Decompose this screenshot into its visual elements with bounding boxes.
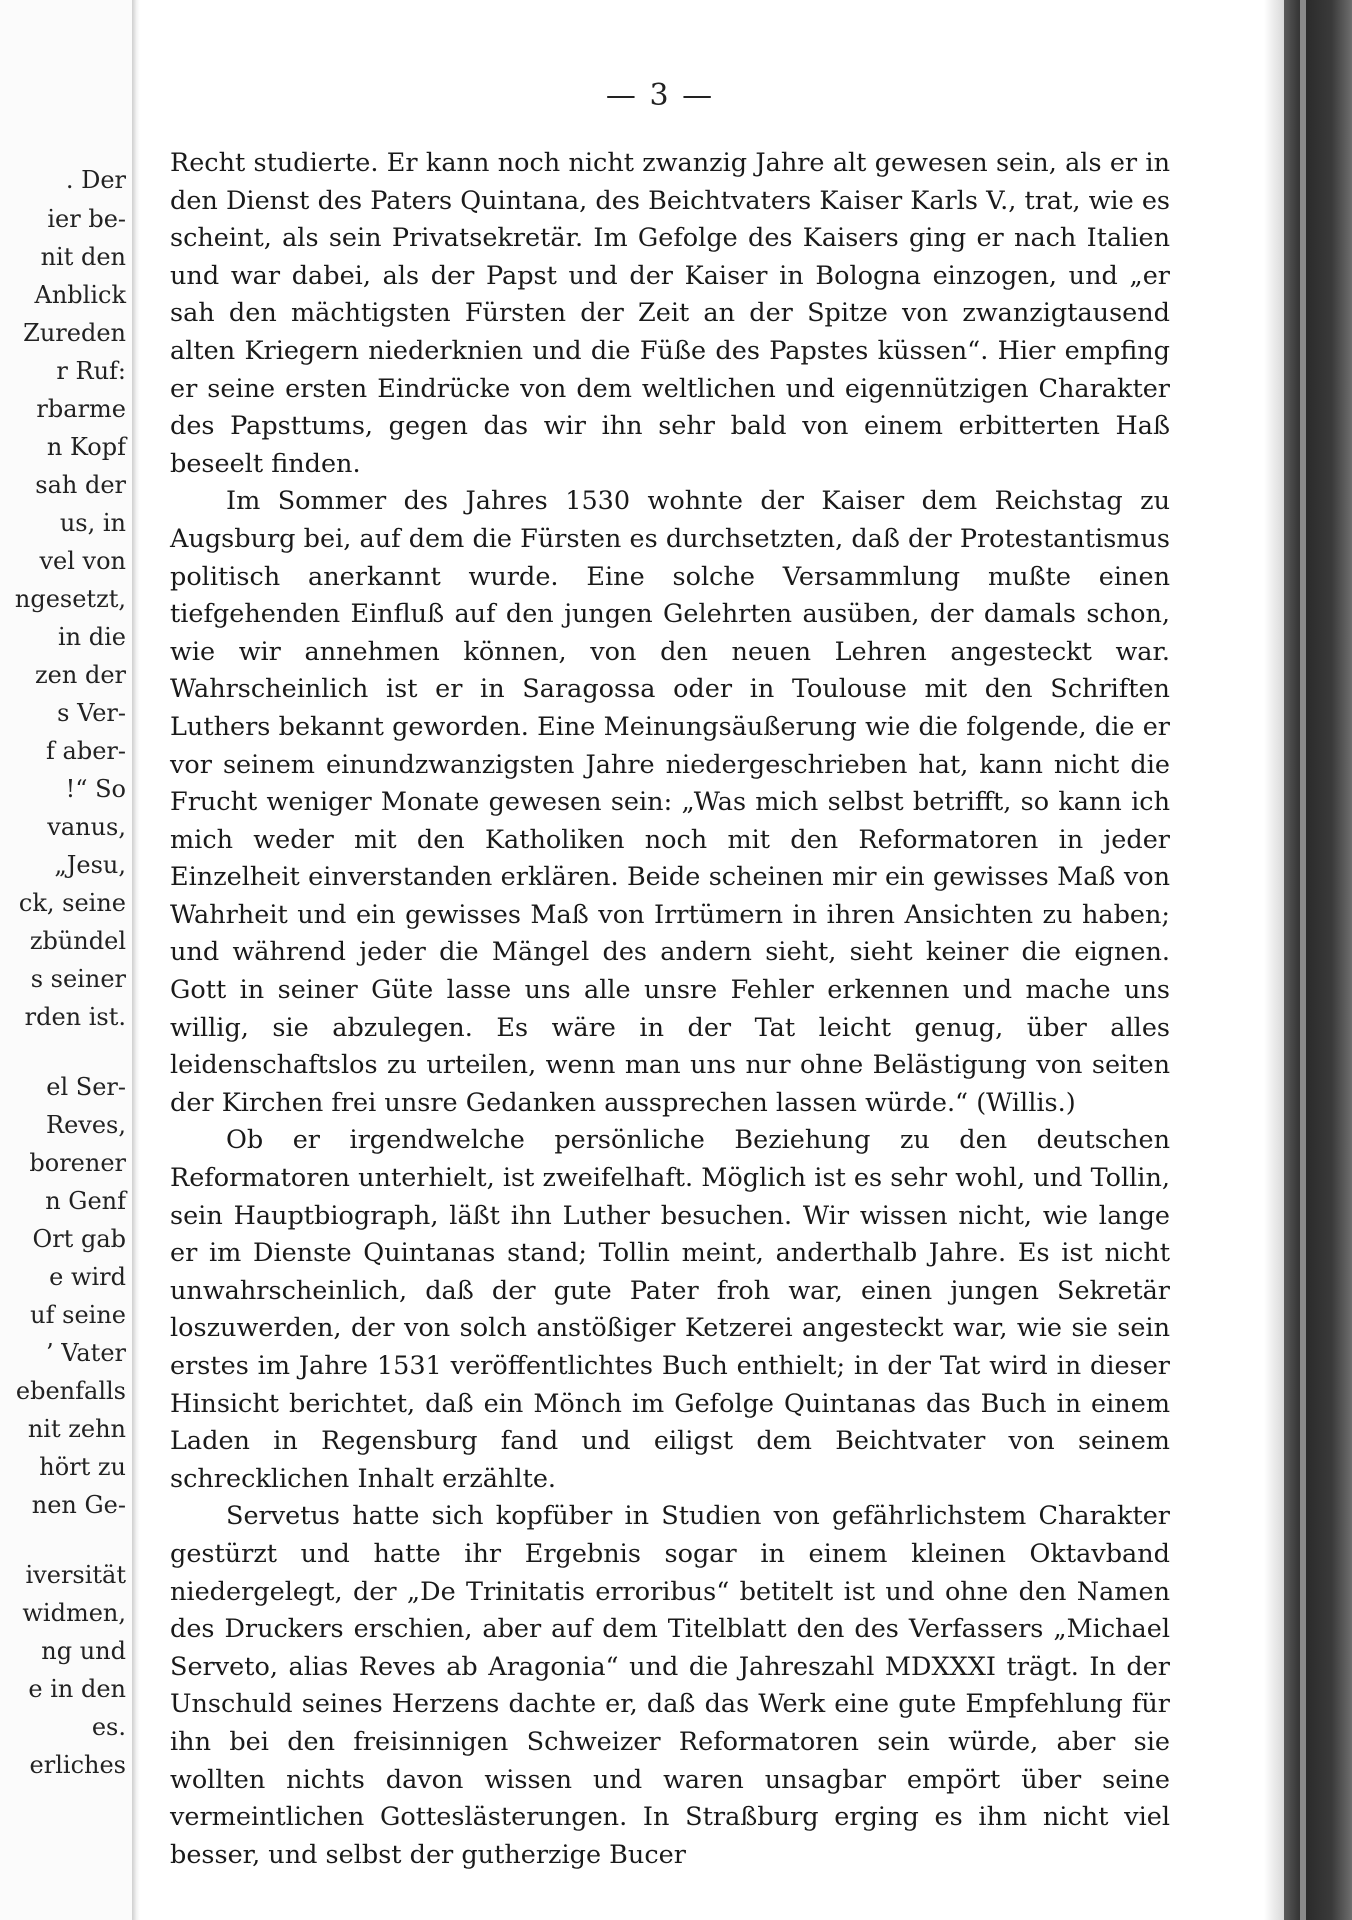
facing-page-fragment: hört zu	[39, 1453, 126, 1481]
facing-page-fragment: vel von	[39, 547, 126, 575]
body-text	[170, 145, 1170, 1874]
facing-page-fragment: ier be-	[47, 205, 126, 233]
facing-page-fragment: „Jesu,	[54, 851, 126, 879]
facing-page-fragment: erliches	[29, 1751, 126, 1779]
paragraph: Recht studierte. Er kann noch nicht zwanzig Jahre alt gewesen sein, als er in den Dienst des Paters Quintana, des Beichtvaters Kaiser Karls V., trat, wie es scheint, als sein Privatsekretär. Im Gefolge des Kaisers ging er nach Italien und war dabei, als der Papst und der Kaiser in Bologna einzogen, und „er sah den mächtigsten Fürsten der Zeit an der Spitze von zwanzigtausend alten Kriegern niederknien und die Füße des Papstes küssen“. Hier empfing er seine ersten Eindrücke von dem weltlichen und eigennützigen Charakter des Papsttums, gegen das wir ihn sehr bald von einem erbitterten Haß beseelt finden.	[170, 148, 1170, 479]
book-binding-edge	[1284, 0, 1352, 1920]
facing-page-fragment: nit zehn	[27, 1415, 126, 1443]
facing-page-fragment: ck, seine	[18, 889, 126, 917]
facing-page-fragment: e wird	[49, 1263, 126, 1291]
facing-page-fragment: widmen,	[22, 1599, 126, 1627]
facing-page-fragment: ngesetzt,	[14, 585, 126, 613]
facing-page-fragment: r Ruf:	[56, 357, 126, 385]
paragraph: Servetus hatte sich kopfüber in Studien von gefährlichstem Charakter gestürzt und hatte ihr Ergebnis sogar in einem kleinen Oktavband niedergelegt, der „De Trinitatis erroribus“ betitelt ist und ohne den Namen des Druckers erschien, aber auf dem Titelblatt den des Verfassers „Michael Serveto, alias Reves ab Aragonia“ und die Jahreszahl MDXXXI trägt. In der Unschuld seines Herzens dachte er, daß das Werk eine gute Empfehlung für ihn bei den freisinnigen Schweizer Reformatoren sein würde, aber sie wollten nichts davon wissen und waren unsagbar empört über seine vermeintlichen Gotteslästerungen. In Straßburg erging es ihm nicht viel besser, und selbst der gutherzige Bucer	[170, 1501, 1170, 1870]
paragraph: Ob er irgendwelche persönliche Beziehung zu den deutschen Reformatoren unterhielt, ist zweifelhaft. Möglich ist es sehr wohl, und Tollin, sein Hauptbiograph, läßt ihn Luther besuchen. Wir wissen nicht, wie lange er im Dienste Quintanas stand; Tollin meint, anderthalb Jahre. Es ist nicht unwahrscheinlich, daß der gute Pater froh war, einen jungen Sekretär loszuwerden, der von solch anstößiger Ketzerei angesteckt war, wie sie sein erstes im Jahre 1531 veröffentlichtes Buch enthielt; in der Tat wird in dieser Hinsicht berichtet, daß ein Mönch im Gefolge Quintanas das Buch in einem Laden in Regensburg fand und eiligst dem Beichtvater von seinem schrecklichen Inhalt erzählte.	[170, 1125, 1170, 1494]
paragraph: Im Sommer des Jahres 1530 wohnte der Kaiser dem Reichstag zu Augsburg bei, auf dem die Fürsten es durchsetzten, daß der Protestantismus politisch anerkannt wurde. Eine solche Versammlung mußte einen tiefgehenden Einfluß auf den jungen Gelehrten ausüben, der damals schon, wie wir annehmen können, von den neuen Lehren angesteckt war. Wahrscheinlich ist er in Saragossa oder in Toulouse mit den Schriften Luthers bekannt geworden. Eine Meinungsäußerung wie die folgende, die er vor seinem einundzwanzigsten Jahre niedergeschrieben hat, kann nicht die Frucht weniger Monate gewesen sein: „Was mich selbst betrifft, so kann ich mich weder mit den Katholiken noch mit den Reformatoren in jeder Einzelheit einverstanden erklären. Beide scheinen mir ein gewisses Maß von Wahrheit und ein gewisses Maß von Irrtümern in ihren Ansichten zu haben; und während jeder die Mängel des andern sieht, sieht keiner die eignen. Gott in seiner Güte lasse uns alle unsre Fehler erkennen und mache uns willig, sie abzulegen. Es wäre in der Tat leicht genug, über alles leidenschaftslos zu urteilen, wenn man uns nur ohne Belästigung von seiten der Kirchen frei unsre Gedanken aussprechen lassen würde.“ (Willis.)	[170, 486, 1170, 1118]
binding-band	[1300, 0, 1306, 1920]
facing-page-fragment: es.	[91, 1713, 126, 1741]
facing-page-fragment: in die	[57, 623, 126, 651]
facing-page-fragment: . Der	[65, 166, 126, 194]
facing-page-fragment: nit den	[40, 243, 126, 271]
facing-page-fragment: Reves,	[46, 1111, 126, 1139]
facing-page-fragment: rbarme	[36, 395, 126, 423]
facing-page-fragment: ng und	[41, 1637, 126, 1665]
facing-page-fragment: sah der	[35, 471, 126, 499]
facing-page-fragment: s Ver-	[57, 699, 126, 727]
facing-page-fragment: us, in	[59, 509, 126, 537]
facing-page-fragment: nen Ge-	[31, 1491, 126, 1519]
facing-page-fragment: ebenfalls	[15, 1377, 126, 1405]
facing-page-fragment: Ort gab	[32, 1225, 126, 1253]
facing-page-fragment: f aber-	[46, 737, 126, 765]
facing-page-fragment: rden ist.	[24, 1003, 126, 1031]
facing-page-fragment: ’ Vater	[45, 1339, 126, 1367]
facing-page-fragment: e in den	[28, 1675, 126, 1703]
facing-page-fragment: n Kopf	[46, 433, 126, 461]
facing-page-fragment: zen der	[35, 661, 126, 689]
facing-page-fragment: borener	[29, 1149, 126, 1177]
facing-page-fragment: !“ So	[65, 775, 126, 803]
facing-page-fragment: iversität	[25, 1561, 126, 1589]
facing-page-fragment: vanus,	[47, 813, 126, 841]
facing-page-fragment: uf seine	[30, 1301, 126, 1329]
facing-page-fragment: Anblick	[34, 281, 126, 309]
page-gutter	[132, 0, 140, 1920]
facing-page-fragment: s seiner	[30, 965, 126, 993]
facing-page-fragment: zbündel	[29, 927, 126, 955]
facing-page-edge	[0, 0, 132, 1920]
page-number: — 3 —	[605, 78, 715, 113]
facing-page-fragment: el Ser-	[46, 1073, 126, 1101]
facing-page-fragment: n Genf	[45, 1187, 126, 1215]
facing-page-fragment: Zureden	[23, 319, 126, 347]
page-edge-shadow	[1264, 0, 1284, 1920]
